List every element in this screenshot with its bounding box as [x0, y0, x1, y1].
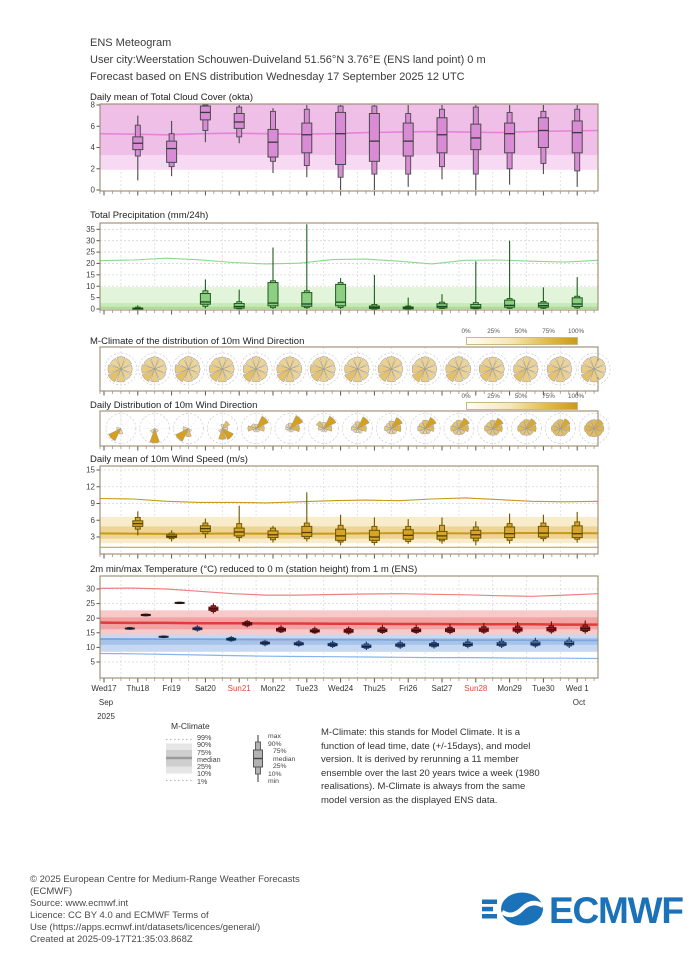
colorbar-tick-label: 50% [514, 328, 528, 335]
mwind-rose-day9 [409, 353, 441, 385]
mclimate-legend-label: 25% [197, 762, 212, 772]
wind-colorbar-labels [461, 393, 585, 401]
precip-box-day7 [336, 278, 346, 309]
day-label-fri26: Fri26 [399, 684, 418, 693]
colorbar-tick-label: 75% [542, 328, 555, 335]
dwind-rose-day2 [174, 414, 204, 444]
mclimate-legend-label: 90% [197, 740, 212, 750]
dwind-rose-day5 [275, 414, 305, 444]
precip-ytick-label: 10 [86, 281, 95, 291]
explanation-line: model version as the displayed ENS data. [321, 794, 498, 806]
colorbar-tick-label: 75% [542, 393, 555, 400]
wind-box-day14 [572, 512, 582, 543]
day-label-thu25: Thu25 [363, 684, 386, 693]
precip-panel-title: Total Precipitation (mm/24h) [90, 210, 209, 221]
temp-min-box-day2 [159, 635, 168, 638]
logo-text: ECMWF [549, 890, 683, 931]
mwind-rose-day5 [274, 353, 306, 385]
colorbar-tick-label: 0% [461, 393, 471, 400]
footer-line: Created at 2025-09-17T21:35:03.868Z [30, 934, 193, 945]
footer-line: (ECMWF) [30, 886, 73, 897]
ens-legend-label: 75% [273, 748, 287, 756]
precip-ytick-label: 25 [86, 247, 95, 257]
mwind-rose-day4 [240, 353, 272, 385]
footer-line: Licence: CC BY 4.0 and ECMWF Terms of [30, 910, 209, 921]
logo-stripe [482, 907, 493, 912]
logo-stripe [482, 914, 497, 919]
dwind-rose-day10 [444, 414, 474, 444]
precip-ytick-label: 5 [90, 293, 95, 303]
mclimate-legend-left-labels [197, 734, 221, 785]
wind-plot-area [100, 466, 598, 554]
ens-legend-label: max [268, 733, 281, 740]
cloud-box-day7 [336, 105, 346, 190]
day-label-fri19: Fri19 [162, 684, 181, 693]
footer-line: Use (https://apps.ecmwf.int/datasets/licences/general/) [30, 922, 261, 933]
explanation-line: version. It is derived by rerunning a 11 member [321, 754, 519, 766]
temp-panel [86, 576, 598, 683]
precip-ytick-label: 30 [86, 236, 95, 246]
precip-ytick-label: 0 [90, 304, 95, 314]
footer-line: Source: www.ecmwf.int [30, 898, 129, 909]
day-label-wed1: Wed 1 [565, 684, 589, 693]
wind-ytick-label: 6 [90, 515, 95, 525]
mclimate-explanation-text [321, 726, 540, 808]
temp-ytick-label: 20 [86, 613, 95, 623]
month-label-oct: Oct [572, 698, 586, 707]
user-city-line: User city:Weerstation Schouwen-Duiveland 51.56°N 3.76°E (ENS land point) 0 m [90, 54, 486, 66]
ens-legend-label: median [273, 755, 296, 763]
precip-box-day5 [268, 248, 278, 309]
day-label-sat27: Sat27 [431, 684, 453, 693]
mwind-rose-day0 [105, 353, 137, 385]
day-label-thu18: Thu18 [126, 684, 150, 693]
mwind-panel [100, 347, 610, 396]
cloud-panel-title: Daily mean of Total Cloud Cover (okta) [90, 92, 253, 103]
ecmwf-logo [482, 886, 684, 932]
temp-ytick-label: 5 [90, 657, 95, 667]
wind-panel [86, 466, 598, 559]
colorbar-tick-label: 50% [514, 393, 528, 400]
explanation-line: M-Climate: this stands for Model Climate. It is a [321, 727, 521, 738]
mwind-rose-day12 [511, 353, 543, 385]
mwind-rose-day10 [443, 353, 475, 385]
explanation-line: ensemble over the last 20 years twice a week (1980 [321, 767, 540, 779]
mclimate-wind-direction-panel-title: M-Climate of the distribution of 10m Wind Direction [90, 336, 305, 347]
temp-ytick-label: 15 [86, 628, 95, 638]
mclimate-legend-label: 99% [197, 733, 212, 742]
ens-legend-right-labels [268, 733, 295, 786]
climate-band [100, 307, 598, 309]
mwind-rose-day2 [173, 353, 205, 385]
precip-box-day3 [200, 279, 210, 308]
cloud-ytick-label: 4 [90, 143, 95, 153]
wind-colorbar [466, 337, 578, 345]
wind-ytick-label: 15 [86, 465, 95, 475]
temp-ytick-label: 25 [86, 599, 95, 609]
year-label: 2025 [97, 712, 115, 721]
explanation-line: realisations). M-Climate is always from the same [321, 781, 526, 793]
wind-ytick-label: 9 [90, 499, 95, 509]
dwind-rose-day0 [106, 414, 136, 444]
temp-max-box-day1 [141, 614, 150, 617]
colorbar-tick-label: 0% [461, 328, 471, 335]
day-label-tue23: Tue23 [295, 684, 318, 693]
day-label-tue30: Tue30 [532, 684, 555, 693]
mwind-rose-day7 [342, 353, 374, 385]
mwind-rose-day14 [578, 353, 610, 385]
precip-ytick-label: 15 [86, 270, 95, 280]
cloud-ytick-label: 6 [90, 121, 95, 131]
cloud-box-day8 [369, 105, 379, 190]
dwind-rose-day11 [478, 414, 508, 444]
day-label-sat20: Sat20 [194, 684, 216, 693]
explanation-line: function of lead time, date (+/-15days), and model [321, 740, 531, 752]
wind-ytick-label: 3 [90, 532, 95, 542]
dwind-rose-day13 [545, 414, 575, 444]
temp-ytick-label: 10 [86, 643, 95, 652]
cloud-ytick-label: 2 [90, 164, 95, 174]
logo-stripe [482, 900, 497, 905]
footer-text [30, 874, 300, 946]
wind-speed-panel-title: Daily mean of 10m Wind Speed (m/s) [90, 454, 248, 465]
forecast-base-line: Forecast based on ENS distribution Wednesday 17 September 2025 12 UTC [90, 71, 465, 83]
precip-ytick-label: 20 [86, 259, 95, 269]
colorbar-tick-label: 100% [567, 393, 585, 400]
wind-colorbar [466, 402, 578, 410]
dwind-rose-day14 [579, 414, 609, 444]
mclimate-legend-label: 1% [197, 776, 208, 786]
mclimate-legend-title: M-Climate [171, 721, 210, 731]
mwind-rose-day6 [308, 353, 340, 385]
precip-panel [86, 223, 598, 315]
dwind-rose-day9 [410, 414, 440, 444]
page-title: ENS Meteogram [90, 37, 172, 49]
precip-plot-area [100, 223, 598, 310]
daily-wind-direction-panel-title: Daily Distribution of 10m Wind Direction [90, 400, 258, 411]
cloud-panel [91, 101, 598, 196]
mwind-rose-day1 [139, 353, 171, 385]
temp-ytick-label: 30 [86, 584, 95, 594]
dwind-rose-day1 [140, 414, 170, 444]
mwind-rose-day3 [206, 353, 238, 385]
dwind-rose-day6 [309, 414, 339, 444]
dwind-rose-day12 [512, 414, 542, 444]
temp-max-box-day2 [175, 602, 184, 604]
colorbar-tick-label: 25% [487, 328, 500, 335]
cloud-ytick-label: 8 [90, 100, 95, 110]
cloud-ytick-label: 0 [90, 185, 95, 195]
ens-box-glyph [249, 732, 267, 786]
day-label-wed24: Wed24 [327, 684, 354, 693]
day-label-mon22: Mon22 [260, 684, 286, 693]
day-label-wed17: Wed17 [91, 684, 117, 693]
mclimate-band-glyph [164, 733, 194, 785]
mclimate-legend-label: 10% [197, 769, 212, 779]
day-label-sun21: Sun21 [227, 684, 251, 693]
wind-colorbar-labels [461, 328, 585, 336]
mwind-rose-day11 [477, 353, 509, 385]
colorbar-tick-label: 100% [567, 328, 585, 335]
mclimate-legend-label: median [197, 754, 221, 764]
temperature-panel-title: 2m min/max Temperature (°C) reduced to 0 m (station height) from 1 m (ENS) [90, 564, 418, 575]
mclimate-p99 [100, 258, 598, 264]
dwind-rose-day7 [343, 414, 373, 444]
dwind-panel [100, 411, 609, 451]
day-label-mon29: Mon29 [497, 684, 522, 693]
dwind-rose-day3 [207, 414, 237, 444]
ens-legend-label: 10% [268, 770, 282, 778]
dwind-rose-day8 [376, 414, 406, 444]
day-label-sun28: Sun28 [464, 684, 488, 693]
mclimate-p99 [100, 498, 598, 503]
mclimate-legend-label: 75% [197, 747, 212, 757]
precip-ytick-label: 35 [86, 224, 95, 234]
ens-legend-label: 25% [273, 763, 287, 771]
mwind-rose-day13 [544, 353, 576, 385]
blue-p1 [100, 654, 598, 659]
precip-box-day6 [302, 224, 312, 309]
mwind-rose-day8 [375, 353, 407, 385]
colorbar-tick-label: 25% [487, 393, 500, 400]
wind-ytick-label: 12 [86, 482, 95, 492]
mclimate-median [100, 533, 598, 534]
month-label-sep: Sep [98, 698, 114, 707]
ens-legend-label: min [268, 778, 279, 786]
dwind-rose-day4 [241, 414, 271, 444]
ens-legend-label: 90% [268, 740, 282, 748]
footer-line: © 2025 European Centre for Medium-Range Weather Forecasts [30, 874, 300, 885]
